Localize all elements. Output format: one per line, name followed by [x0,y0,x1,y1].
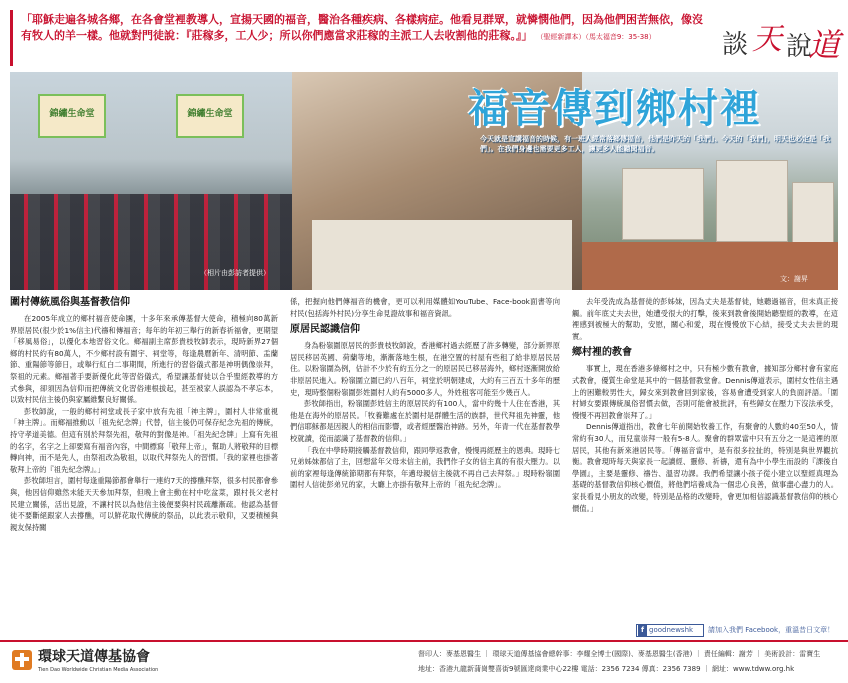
paragraph: 事實上，現在香港多條鄉村之中，只有極少數有教會，據知部分鄉村會有家庭式教會，優質生命堂是其中的一個基督教堂會。Dennis傳道表示，圍村女性信主遇上的困難較男性大，歸女來到教會回到家後，容易會遭受到家人的負面評語。「圍村婦女要跟傳統風俗習慣去做，否則可能會被批評，有些歸女在壓力下沒法承受，慢慢不再回教會崇拜了。」 [572,364,838,420]
photo-credit: （相片由彭訪者提供） [200,269,270,277]
column-3 [572,296,838,624]
section-heading: 鄉村裡的教會 [572,347,632,359]
column-logo-char-2: 天 [752,22,782,57]
paragraph: 彭牧師說，一般的鄉村祠堂或長子家中放有先祖「神主牌」，圍村人非常重視「神主牌」。而鄉福推動以「祖先紀念牌」代替，信主後仍可保存紀念先祖的傳統，持守孝道美德。但這有別於拜祭先祖，敬拜的對像是神。「祖先紀念牌」上寫有先祖的名字，名字之上卻要寫有福音內容，中間標寫「敬拜上帝」，幫助人將敬拜的目標轉向神，而不是先人，由祭祖改為敬祖，以取代拜祭先人的習慣。「我的家裡也掛著敬拜上帝的『祖先紀念牌』。」 [10,406,278,474]
paragraph: 「我在中學時期接觸基督教信仰，跟同學返教會，慢慢再經歷主的恩典。現時七兄弟姊妹都信了主，回想當年父母未信主前，我們作子女的信主真的有很大壓力。以前的家裡每逢傳統節期都有拜祭，年邁母親信主後就不再自己去拜祭。」現時粉嶺圍圍村人信徒彭弟兄的家，大廳上亦掛有敬拜上帝的「祖先紀念牌」。 [290,445,560,490]
paragraph: Dennis傳道指出，教會七年前開始牧養工作，有聚會的人數約40至50人，情常約有30人，而兒童崇拜一般有5-8人。聚會的群眾當中只有五分之一是這裡的原居民，其他有新來港居民等。「傳福音當中，是有很多拉扯的，特別是與世界觀抗衡。教會現時每天與家長一起讀經、靈修、祈禱，還有為中小學生而設的『課後自學園』，主要是靈修、禱告、溫習功課。我們希望讓小孩子從小建立以聖經真理為基礎的基督教信仰核心價值，將他們培養成為一個忠心良善，做事盡心盡力的人。家長看見小朋友的改變，特別是品格的改變時，會更加相信認識基督教信仰的核心價值。」 [572,422,838,513]
cross-logo-icon [12,650,32,670]
column-logo [718,14,841,64]
village-house [792,182,834,244]
church-group-photo [10,72,292,290]
column-logo-char-1: 談 [722,30,749,60]
article-subheadline: 今天就是宣講福音的時候，有一班人經常落鄉傳福音，他們是昨天的「我們」、今天的「我們」，明天也必定是「我們」。在我們身邊也需要更多工人，讓更多人能聽聞福音。 [480,135,830,153]
footer-credits [418,647,820,677]
article-headline: 福音傳到鄉村裡 [468,86,762,132]
village-house [622,168,704,240]
section-heading: 原居民認識信仰 [290,324,360,336]
bible-reference: （聖經新譯本）（馬太福音9：35-38） [536,33,656,41]
paragraph: 係，把握向他們傳福音的機會，更可以利用媒體如YouTube、Face-book面書等向村民(包括海外村民)分享生命見證故事和福音資訊。 [290,297,560,318]
facebook-promo-text: 請加入我們 Facebook，重溫昔日文章！ [708,626,835,634]
column-1 [10,296,278,624]
paragraph: 在2005年成立的鄉村福音使命團，十多年來承傳基督大使命，積極向80萬新界原居民(很少於1%信主)代禱和傳福音；每年的年初三舉行的新春祈福會，更期望「移風易俗」，以優化本地習俗文化。鄉福副主席彭貴枝牧師表示，現時新界27個鄉的村民約有80萬人，不少鄉村設有圍宇、祠堂等，每逢農曆新年、清明節、盂蘭節、重陽節等節日，或舉行紅白二事期間，所進行的習俗儀式都是神明偶像崇拜，祭祖的元素。鄉福著手要新優化此等習俗儀式，希望讓基督徒以合乎聖經教導的方式參與，卻須因為信仰而把傳統文化習俗連根拔起，甚至被家人誤認為不孝忘本，以致村民信主後仍與家屬維繫良好關係。 [10,314,278,405]
facebook-promo [568,624,838,636]
church-sign: 錦繡生命堂 [176,94,244,138]
paragraph: 彭牧師坦言，圍村每逢重陽節都會舉行一連約7天的撐醮拜祭，很多村民都會參與，他因信仰雖然未能天天參加拜祭，但晚上會主動在村中吃盆菜，跟村長父老村民建立關係，活出見證，不讓村民以為他信主後便要與村民疏離漸疏。他認為基督徒不要斷絕跟家人去撐醮，可以鮮花取代傳統的祭品，以此表示敬仰，又要積極與親友保持關 [10,476,278,532]
address-line: 地址：香港九龍新蒲崗雙喜街9號匯達商業中心22樓 電話：2356 7234 傳真：2356 7389 ｜ 網址：www.tdww.org.hk [418,665,795,673]
church-sign: 錦繡生命堂 [38,94,106,138]
org-name: 環球天道傳基協會 [38,649,150,665]
page-header [0,0,848,72]
page-footer [0,640,848,683]
credits-line: 督印人：麥基恩醫生 ｜ 環球天道傳基協會總幹事：李耀全博士(國際)、麥基恩醫生(香港) ｜ 責任編輯：謝芳 ｜ 美術設計：雷寶生 [418,650,821,658]
paragraph: 身為粉嶺圍原居民的彭貴枝牧師說，香港鄉村過去經歷了許多轉變，部分新界原居民移居英國、荷蘭等地，漸漸落地生根，在港空置的村屋有些租了給非原居民居住。以粉嶺圍為例，估計不少於有約五分之一的原居民已移居海外，鄉村逐漸開放給非原居民進入。粉嶺圍立圍已約八百年，祠堂於明朝建成，大約有三百五十多年的歷史，現時整個粉嶺圍彭姓圍村人約有5000多人，外姓租客可能至少幾百人。 [290,341,560,397]
facebook-link[interactable]: f goodnewshk [636,624,704,637]
author-credit: 文：謝昇 [780,275,808,283]
org-name-english: Tien Dao Worldwide Christian Media Association [38,667,159,673]
section-heading: 圍村傳統風俗與基督教信仰 [10,297,130,308]
bible-quote-text: 「耶穌走遍各城各鄉，在各會堂裡教導人，宣揚天國的福音，醫治各種疾病、各樣病症。他看見群眾，就憐憫他們，因為他們困苦無依，像沒有牧人的羊一樣。他就對門徒說：『莊稼多，工人少；所以你們應當求莊稼的主派工人去收割他的莊稼。』」 [21,13,703,42]
paragraph: 彭牧師指出，粉嶺圍彭姓信主的原居民約有100人，當中約幾十人住在香港，其他是在海外的原居民。「牧養難處在於圍村是群體生活的族群，世代拜祖先神靈，他們信耶穌都是因親人的相信而影響，或者經歷醫治神跡。另外，年青一代在基督教學校就讀，從而認識了基督教的信仰。」 [290,399,560,443]
study-table [312,220,572,290]
column-logo-char-3: 說 [786,32,813,62]
article-body [10,296,838,624]
photo-collage [10,72,838,290]
bible-quote-box [10,10,713,66]
paragraph: 去年受洗成為基督徒的彭姊妹，因為丈夫是基督徒，她聽過福音，但未真正接觸。前年底丈夫去世，她遭受很大的打擊，後來到教會後開始聽聖經的教導，在這裡感到被極大的幫助，安慰，關心和愛，現在慢慢放下心結，接受丈夫去世的現實。 [572,297,838,341]
bible-quote [13,10,713,45]
village-house [716,160,788,242]
column-2 [290,296,560,624]
column-logo-char-4: 道 [808,26,841,64]
